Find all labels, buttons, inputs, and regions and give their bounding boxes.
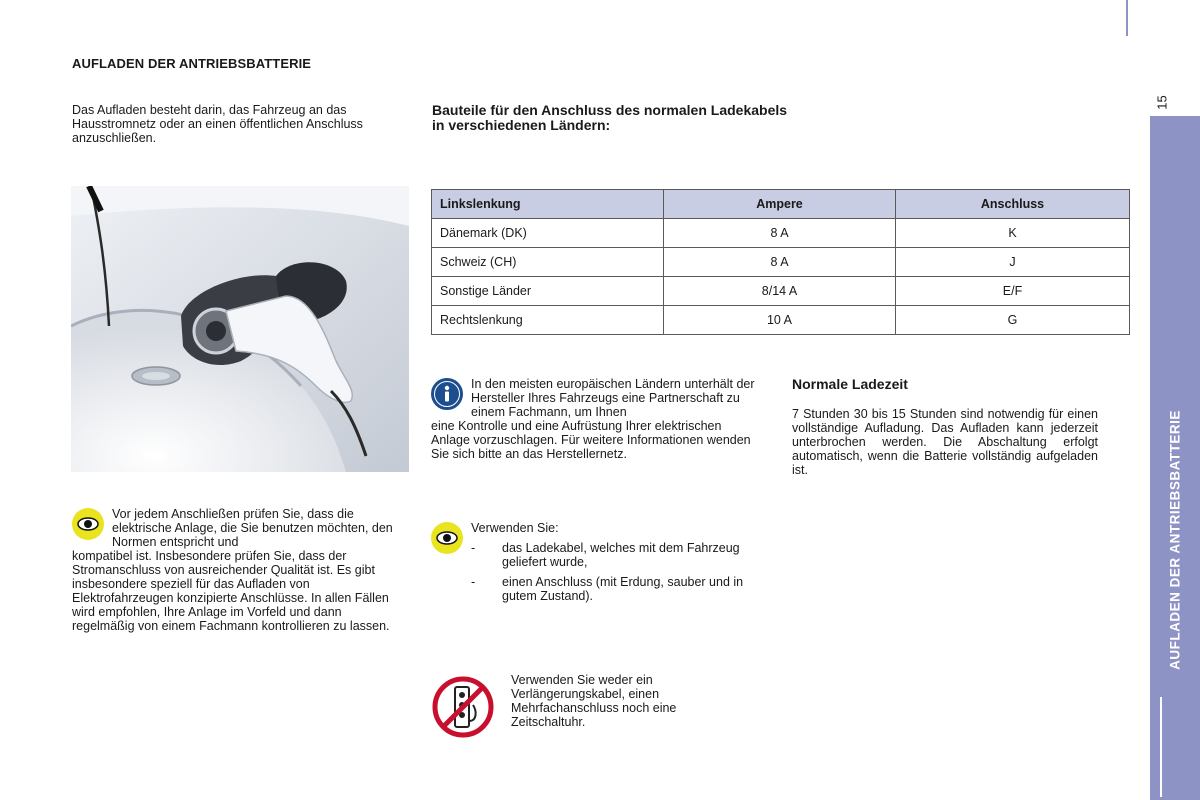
sidebar-rule (1160, 697, 1162, 797)
header-ampere: Ampere (664, 190, 896, 219)
section-title: AUFLADEN DER ANTRIEBSBATTERIE (72, 56, 312, 71)
connector-table (431, 189, 1130, 335)
charging-port-illustration (71, 186, 409, 472)
prohibit-note: Verwenden Sie weder ein Verlängerungskabel, einen Mehrfachanschluss noch eine Zeitschaltuhr. (511, 673, 677, 729)
cell-ampere: 8 A (664, 219, 896, 248)
cell-ampere: 10 A (664, 306, 896, 335)
warning-note-rest: kompatibel ist. Insbesondere prüfen Sie, dass der Stromanschluss von ausreichender Qualität ist. Es gibt insbesondere speziell für das Aufladen von Elektrofahrzeugen konzipierte Anschlüsse. In allen Fällen wird empfohlen, Ihre Anlage im Vorfeld und dann regelmäßig von einem Fachmann kontrollieren zu lassen. (72, 549, 390, 633)
list-dash: - (471, 541, 476, 555)
cell-country: Schweiz (CH) (432, 248, 664, 277)
info-note-first: In den meisten europäischen Ländern unterhält der Hersteller Ihres Fahrzeugs eine Partnerschaft zu einem Fachmann, um Ihnen (471, 377, 755, 419)
cell-ampere: 8 A (664, 248, 896, 277)
no-extension-cable-icon (431, 675, 495, 739)
cell-connector: K (896, 219, 1130, 248)
connector-subheading: Bauteile für den Anschluss des normalen Ladekabels in verschiedenen Ländern: (432, 102, 788, 133)
list-item (471, 541, 763, 569)
list-item (471, 575, 763, 603)
cell-country: Rechtslenkung (432, 306, 664, 335)
cell-ampere: 8/14 A (664, 277, 896, 306)
table-row (432, 248, 1130, 277)
use-note-lead: Verwenden Sie: (471, 521, 559, 535)
use-note (471, 521, 763, 603)
sidebar-label: AUFLADEN DER ANTRIEBSBATTERIE (1167, 410, 1183, 670)
header-anschluss: Anschluss (896, 190, 1130, 219)
normal-charge-text: 7 Stunden 30 bis 15 Stunden sind notwendig für einen vollständige Aufladung. Das Aufladen kann jederzeit unterbrochen werden. Die Abschaltung erfolgt automatisch, wenn die Batterie vollständig aufgeladen ist. (792, 407, 1098, 477)
cell-country: Sonstige Länder (432, 277, 664, 306)
list-item-text: das Ladekabel, welches mit dem Fahrzeug geliefert wurde, (502, 541, 740, 569)
table-header-row (432, 190, 1130, 219)
table-row (432, 306, 1130, 335)
warning-note (72, 507, 402, 633)
list-dash: - (471, 575, 476, 589)
intro-paragraph: Das Aufladen besteht darin, das Fahrzeug an das Hausstromnetz oder an einen öffentlichen Anschluss anzuschließen. (72, 103, 363, 145)
top-rule (1126, 0, 1128, 36)
normal-charge-heading: Normale Ladezeit (792, 376, 908, 392)
header-linkslenkung: Linkslenkung (432, 190, 664, 219)
eye-icon (431, 522, 463, 554)
cell-country: Dänemark (DK) (432, 219, 664, 248)
cell-connector: E/F (896, 277, 1130, 306)
table-row (432, 219, 1130, 248)
cell-connector: G (896, 306, 1130, 335)
info-note-rest: eine Kontrolle und eine Aufrüstung Ihrer elektrischen Anlage vorzuschlagen. Für weitere Informationen wenden Sie sich bitte an das Herstellernetz. (431, 419, 751, 461)
page-number: 15 (1154, 95, 1170, 110)
warning-note-first: Vor jedem Anschließen prüfen Sie, dass die elektrische Anlage, die Sie benutzen möchten, den Normen entspricht und (112, 507, 393, 549)
cell-connector: J (896, 248, 1130, 277)
info-note (431, 377, 761, 461)
charging-port-photo (71, 186, 409, 472)
table-row (432, 277, 1130, 306)
list-item-text: einen Anschluss (mit Erdung, sauber und in gutem Zustand). (502, 575, 744, 603)
